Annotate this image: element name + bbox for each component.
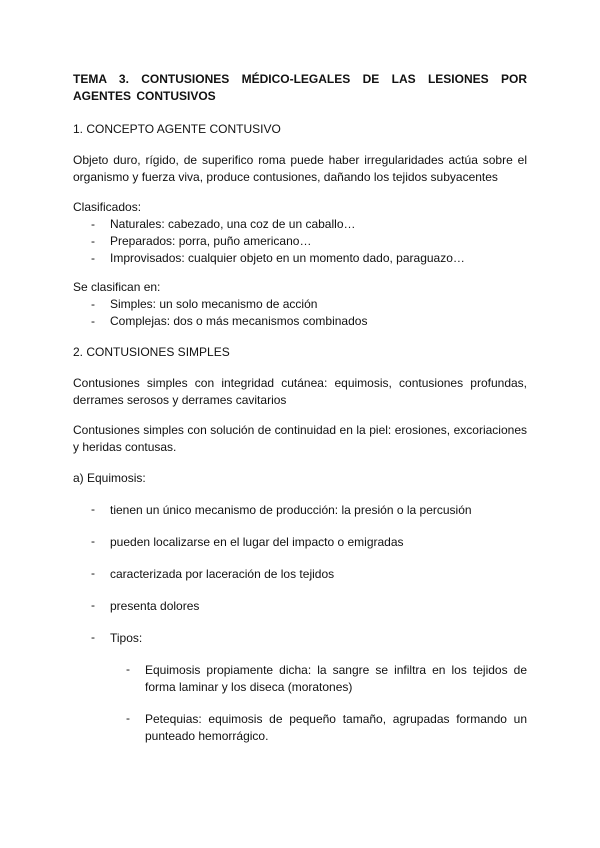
section-heading-concepto: 1. CONCEPTO AGENTE CONTUSIVO xyxy=(73,122,281,136)
dash-marker: - xyxy=(91,598,95,612)
list-item: - Preparados: porra, puño americano… xyxy=(73,233,527,250)
equimosis-item: caracterizada por laceración de los tejidos xyxy=(110,567,335,581)
equimosis-item: Tipos: xyxy=(110,631,143,645)
tipo-item: Petequias: equimosis de pequeño tamaño, agrupadas formando un punteado hemorrágico. xyxy=(145,712,527,743)
list-item: - Naturales: cabezado, una coz de un caballo… xyxy=(73,216,527,233)
equimosis-item: tienen un único mecanismo de producción: la presión o la percusión xyxy=(110,503,472,517)
concepto-paragraph: Objeto duro, rígido, de superifico roma puede haber irregularidades actúa sobre el organismo y fuerza viva, produce contusiones, dañando los tejidos subyacentes xyxy=(73,153,527,184)
simples-paragraph-1: Contusiones simples con integridad cutánea: equimosis, contusiones profundas, derrames serosos y derrames cavitarios xyxy=(73,376,527,407)
list-item: - Complejas: dos o más mecanismos combinados xyxy=(73,313,527,330)
dash-marker: - xyxy=(91,566,95,580)
dash-marker: - xyxy=(91,630,95,644)
document-title: TEMA 3. CONTUSIONES MÉDICO-LEGALES DE LAS LESIONES POR AGENTES CONTUSIVOS xyxy=(73,72,527,103)
tipo-item: Equimosis propiamente dicha: la sangre se infiltra en los tejidos de forma laminar y los diseca (moratones) xyxy=(145,663,527,694)
section-heading-simples: 2. CONTUSIONES SIMPLES xyxy=(73,345,230,359)
se-clasifican-list xyxy=(73,296,527,330)
list-item: - Simples: un solo mecanismo de acción xyxy=(73,296,527,313)
simples-paragraph-2: Contusiones simples con solución de continuidad en la piel: erosiones, excoriaciones y heridas contusas. xyxy=(73,423,527,454)
clasificados-list xyxy=(73,216,527,267)
se-clasifican-label: Se clasifican en: xyxy=(73,280,161,294)
dash-marker: - xyxy=(91,534,95,548)
dash-marker: - xyxy=(126,711,130,725)
equimosis-label: a) Equimosis: xyxy=(73,471,146,485)
list-item: - Improvisados: cualquier objeto en un momento dado, paraguazo… xyxy=(73,250,527,267)
clasificados-label: Clasificados: xyxy=(73,200,142,214)
equimosis-item: presenta dolores xyxy=(110,599,200,613)
equimosis-item: pueden localizarse en el lugar del impacto o emigradas xyxy=(110,535,404,549)
dash-marker: - xyxy=(126,662,130,676)
dash-marker: - xyxy=(91,502,95,516)
